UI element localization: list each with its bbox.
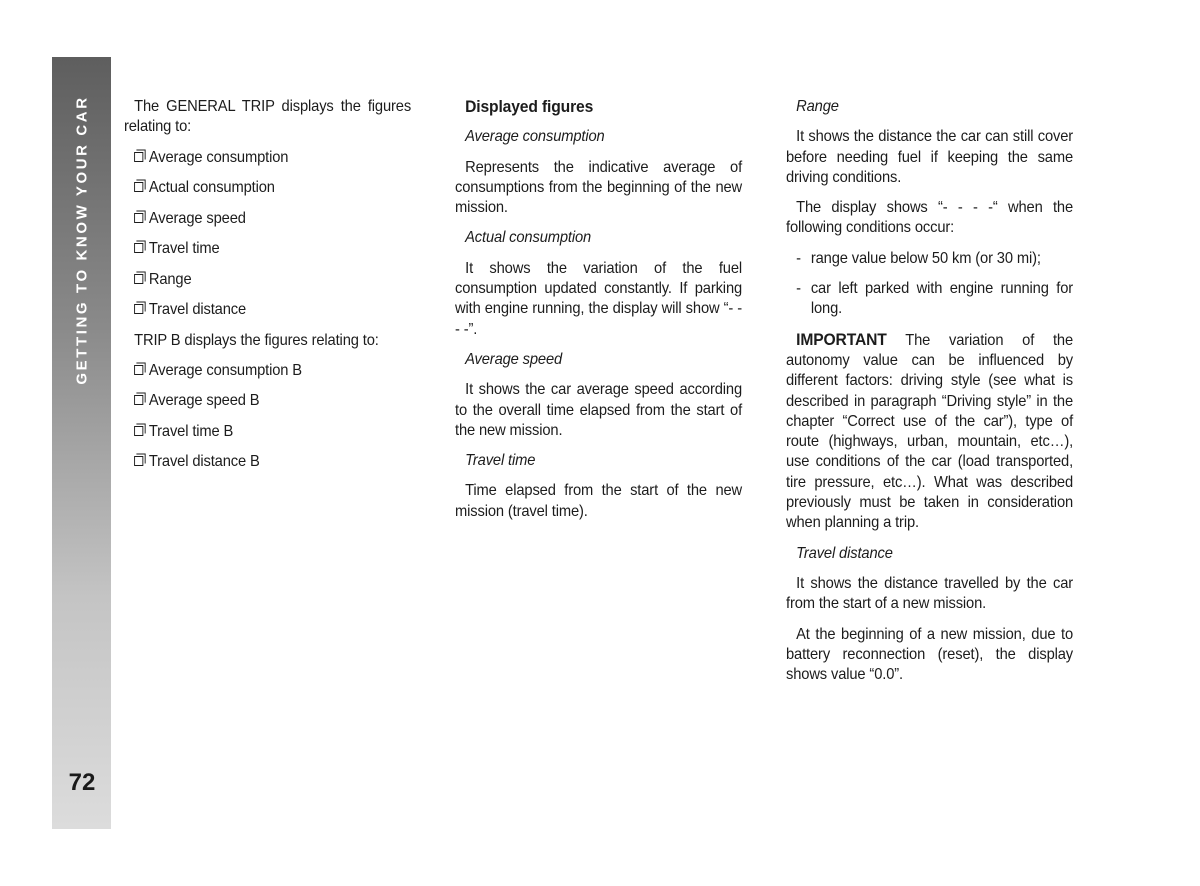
paragraph-reset: At the beginning of a new mission, due to battery reconnection (reset), the display shows value “0.0”. bbox=[786, 625, 1074, 684]
subheading-average-consumption: Average consumption bbox=[465, 128, 605, 146]
paragraph-travel-time: Time elapsed from the start of the new mission (travel time). bbox=[455, 482, 743, 520]
list-item: Average speed B bbox=[134, 391, 411, 411]
important-text: The variation of the autonomy value can be influenced by different factors: driving style (see what is described in paragraph “Driving style” in the chapter “Correct use of the car”), type of route (highways, urban, mountain, etc…), use conditions of the car (load transported, tire pressure, etc…). What was described previously must be taken in consideration when planning a trip. bbox=[786, 331, 1074, 532]
checkbox-bullet-icon bbox=[134, 213, 143, 223]
trip-b-list bbox=[124, 361, 411, 473]
subheading-range: Range bbox=[796, 98, 839, 115]
checkbox-bullet-icon bbox=[134, 182, 143, 192]
list-item: Travel distance B bbox=[134, 452, 411, 472]
section-label: GETTING TO KNOW YOUR CAR bbox=[73, 95, 91, 385]
checkbox-bullet-icon bbox=[134, 243, 143, 253]
list-item: - car left parked with engine running for long. bbox=[796, 279, 1073, 320]
list-item: Average consumption bbox=[134, 148, 411, 168]
list-item: Travel time B bbox=[134, 422, 411, 442]
trip-b-intro: TRIP B displays the figures relating to: bbox=[134, 331, 379, 349]
list-item: Average consumption B bbox=[134, 361, 411, 381]
paragraph-average-speed: It shows the car average speed according to the overall time elapsed from the start of the new mission. bbox=[455, 381, 743, 439]
paragraph-travel-distance: It shows the distance travelled by the car from the start of a new mission. bbox=[786, 574, 1074, 613]
dash-bullet: - bbox=[796, 280, 801, 298]
list-item: Travel distance bbox=[134, 300, 411, 320]
section-heading: Displayed figures bbox=[465, 97, 594, 116]
page-number: 72 bbox=[68, 769, 96, 796]
checkbox-bullet-icon bbox=[134, 456, 143, 466]
checkbox-bullet-icon bbox=[134, 426, 143, 436]
subheading-actual-consumption: Actual consumption bbox=[465, 229, 592, 247]
paragraph-actual-consumption: It shows the variation of the fuel consumption updated constantly. If parking with engine running, the display will show “- - - -”. bbox=[455, 259, 743, 338]
important-label: IMPORTANT bbox=[796, 329, 887, 349]
checkbox-bullet-icon bbox=[134, 274, 143, 284]
list-item: Average speed bbox=[134, 209, 411, 229]
paragraph-average-consumption: Represents the indicative average of consumptions from the beginning of the new mission. bbox=[455, 158, 743, 217]
dash-bullet: - bbox=[796, 249, 801, 267]
list-item: Range bbox=[134, 270, 411, 290]
checkbox-bullet-icon bbox=[134, 304, 143, 314]
column-displayed-figures bbox=[455, 97, 742, 532]
list-item: Travel time bbox=[134, 239, 411, 259]
checkbox-bullet-icon bbox=[134, 365, 143, 375]
important-note bbox=[786, 330, 1073, 534]
general-trip-intro: The GENERAL TRIP displays the figures relating to: bbox=[124, 98, 412, 136]
list-item: - range value below 50 km (or 30 mi); bbox=[796, 249, 1073, 269]
checkbox-bullet-icon bbox=[134, 152, 143, 162]
general-trip-list bbox=[124, 148, 411, 321]
subheading-travel-distance: Travel distance bbox=[796, 544, 893, 562]
subheading-travel-time: Travel time bbox=[465, 452, 536, 470]
paragraph-display-conditions: The display shows “- - - -“ when the following conditions occur: bbox=[786, 199, 1074, 237]
checkbox-bullet-icon bbox=[134, 395, 143, 405]
subheading-average-speed: Average speed bbox=[465, 350, 563, 368]
paragraph-range: It shows the distance the car can still cover before needing fuel if keeping the same driving conditions. bbox=[786, 128, 1074, 186]
list-item: Actual consumption bbox=[134, 178, 411, 198]
conditions-list bbox=[786, 249, 1073, 320]
column-trip-lists bbox=[124, 97, 411, 483]
column-range-distance bbox=[786, 97, 1073, 695]
